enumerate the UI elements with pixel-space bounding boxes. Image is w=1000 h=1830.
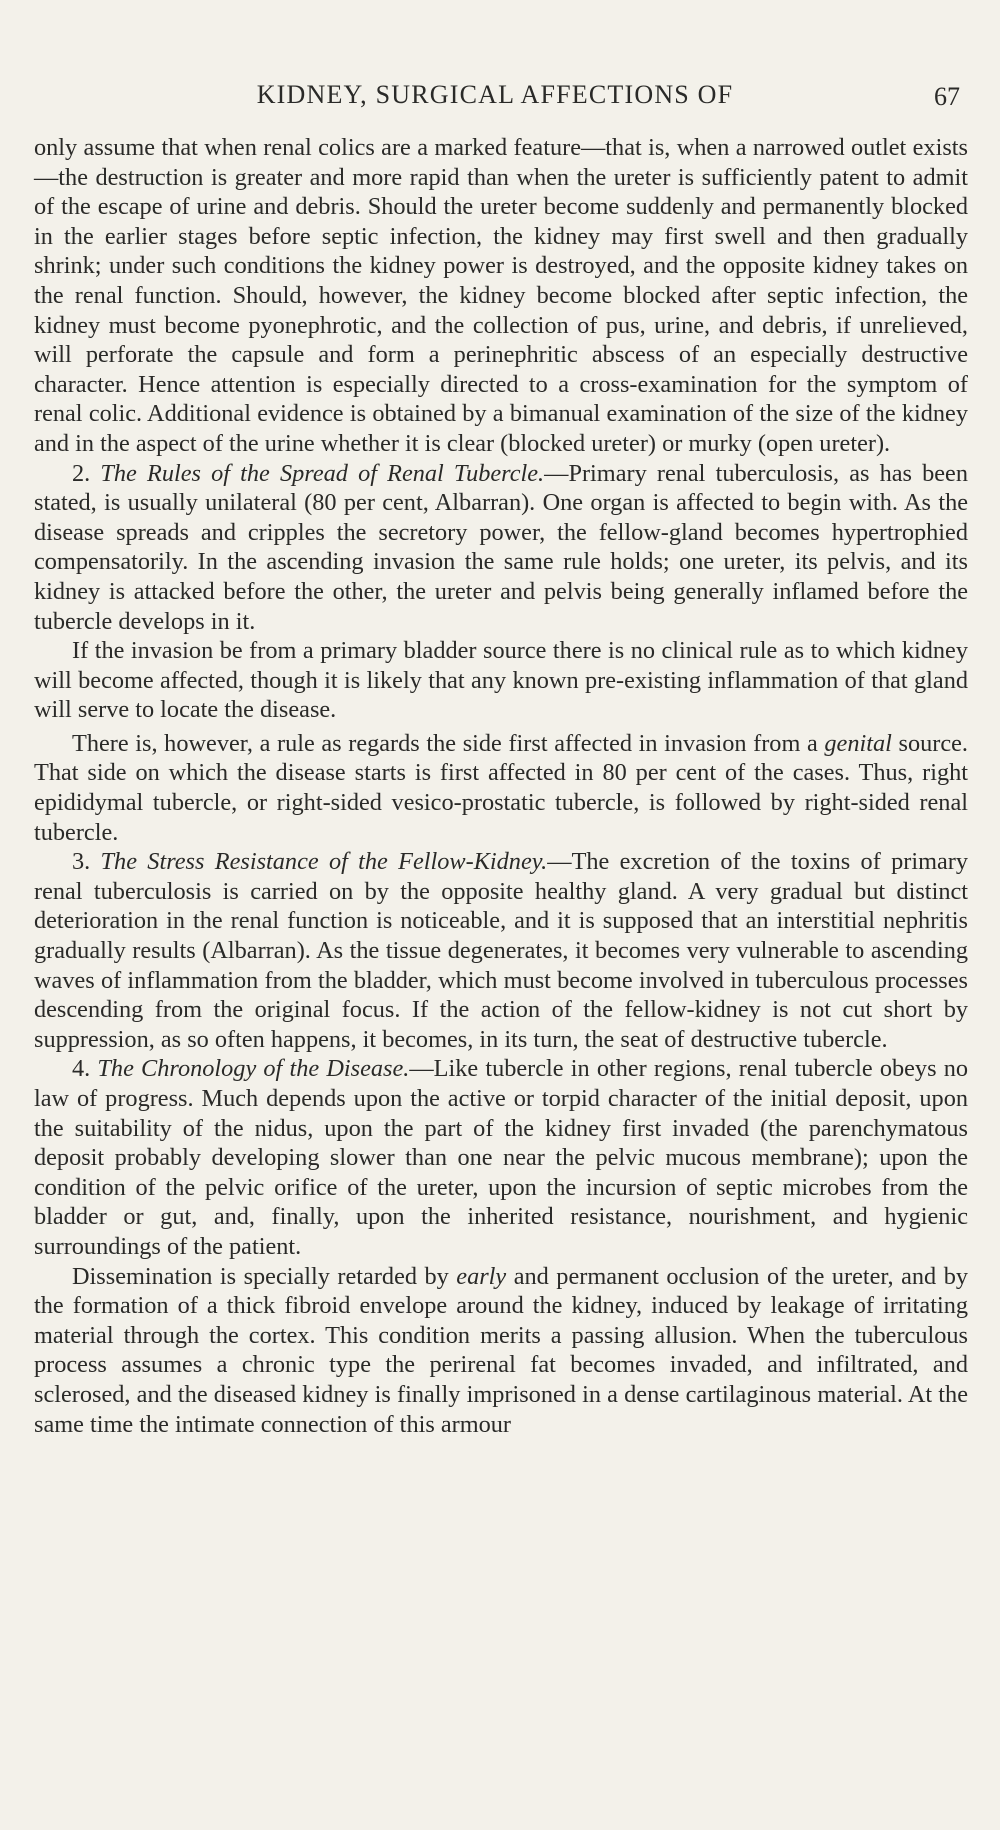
paragraph-text: If the invasion be from a primary bladder source there is no clinical rule as to which kidney will become affected, though it is likely that any known pre-existing inflammation of that gland will serve to locate the disease. [34,637,968,724]
paragraph-text: source. That side on which the disease starts is first affected in 80 per cent of the cases. Thus, right epididymal tubercle, or right-sided vesico-prostatic tubercle, is followed by right-sided renal tubercle. [34,729,968,846]
paragraph-text: There is, however, a rule as regards the side first affected in invasion from a [72,729,825,757]
paragraph-text: —The excretion of the toxins of primary renal tuberculosis is carried on by the opposite healthy gland. A very gradual but distinct deterioration in the renal function is noticeable, and it is supposed that an interstitial nephritis gradually results (Albarran). As the tissue degenerates, it becomes very vulnerable to ascending waves of inflammation from the bladder, which must become involved in tuberculous processes descending from the original focus. If the action of the fellow-kidney is not cut short by suppression, as so often happens, it becomes, in its turn, the seat of destructive tubercle. [34,848,969,1053]
paragraph-genital-source [34,729,968,847]
page-number: 67 [934,82,960,111]
section-chronology [34,1054,968,1261]
section-spread-of-renal-tubercle [34,459,968,637]
paragraph-text: and permanent occlusion of the ureter, and by the formation of a thick fibroid envelope around the kidney, induced by leakage of irritating material through the cortex. This condition merits a passing allusion. When the tuberculous process assumes a chronic type the perirenal fat becomes invaded, and infiltrated, and sclerosed, and the diseased kidney is finally imprisoned in a dense cartilaginous material. At the same time the intimate connection of this armour [34,1262,968,1438]
section-number: 4. [72,1055,91,1083]
section-stress-resistance [34,847,968,1054]
running-head [30,76,960,116]
section-number: 3. [72,848,91,876]
paragraph-text: —Like tubercle in other regions, renal tubercle obeys no law of progress. Much depends upon the active or torpid character of the initial deposit, upon the suitability of the nidus, upon the part of the kidney first invaded (the parenchymatous deposit probably developing slower than one near the pelvic mucous membrane); upon the condition of the pelvic orifice of the ureter, upon the incursion of septic microbes from the bladder or gut, and, finally, upon the inherited resistance, nourishment, and hygienic surroundings of the patient. [34,1055,969,1260]
section-number: 2. [72,459,91,487]
paragraph-dissemination [34,1262,968,1440]
section-heading: The Rules of the Spread of Renal Tubercle. [100,459,545,487]
paragraph-text: —Primary renal tuberculosis, as has been stated, is usually unilateral (80 per cent, Albarran). One organ is affected to begin with. As the disease spreads and cripples the secretory power, the fellow-gland becomes hypertrophied compensatorily. In the ascending invasion the same rule holds; one ureter, its pelvis, and its kidney is attacked before the other, the ureter and pelvis being generally inflamed before the tubercle develops in it. [34,459,968,635]
section-heading: The Stress Resistance of the Fellow-Kidney. [100,848,548,876]
paragraph-bladder-source [34,636,968,725]
paragraph-text: only assume that when renal colics are a marked feature—that is, when a narrowed outlet exists—the destruction is greater and more rapid than when the ureter is sufficiently patent to admit of the escape of urine and debris. Should the ureter become suddenly and permanently blocked in the earlier stages before septic infection, the kidney may first swell and then gradually shrink; under such conditions the kidney power is destroyed, and the opposite kidney takes on the renal function. Should, however, the kidney become blocked after septic infection, the kidney must become pyonephrotic, and the collection of pus, urine, and debris, if unrelieved, will perforate the capsule and form a perinephritic abscess of an especially destructive character. Hence attention is especially directed to a cross-examination for the symptom of renal colic. Additional evidence is obtained by a bimanual examination of the size of the kidney and in the aspect of the urine whether it is clear (blocked ureter) or murky (open ureter). [34,134,968,457]
emphasis-early: early [456,1262,507,1290]
emphasis-genital: genital [824,729,892,757]
body-text [34,133,968,1439]
running-title: KIDNEY, SURGICAL AFFECTIONS OF [256,80,734,109]
paragraph-renal-colic [34,133,968,459]
paragraph-text: Dissemination is specially retarded by [72,1262,457,1290]
section-heading: The Chronology of the Disease. [97,1055,410,1083]
